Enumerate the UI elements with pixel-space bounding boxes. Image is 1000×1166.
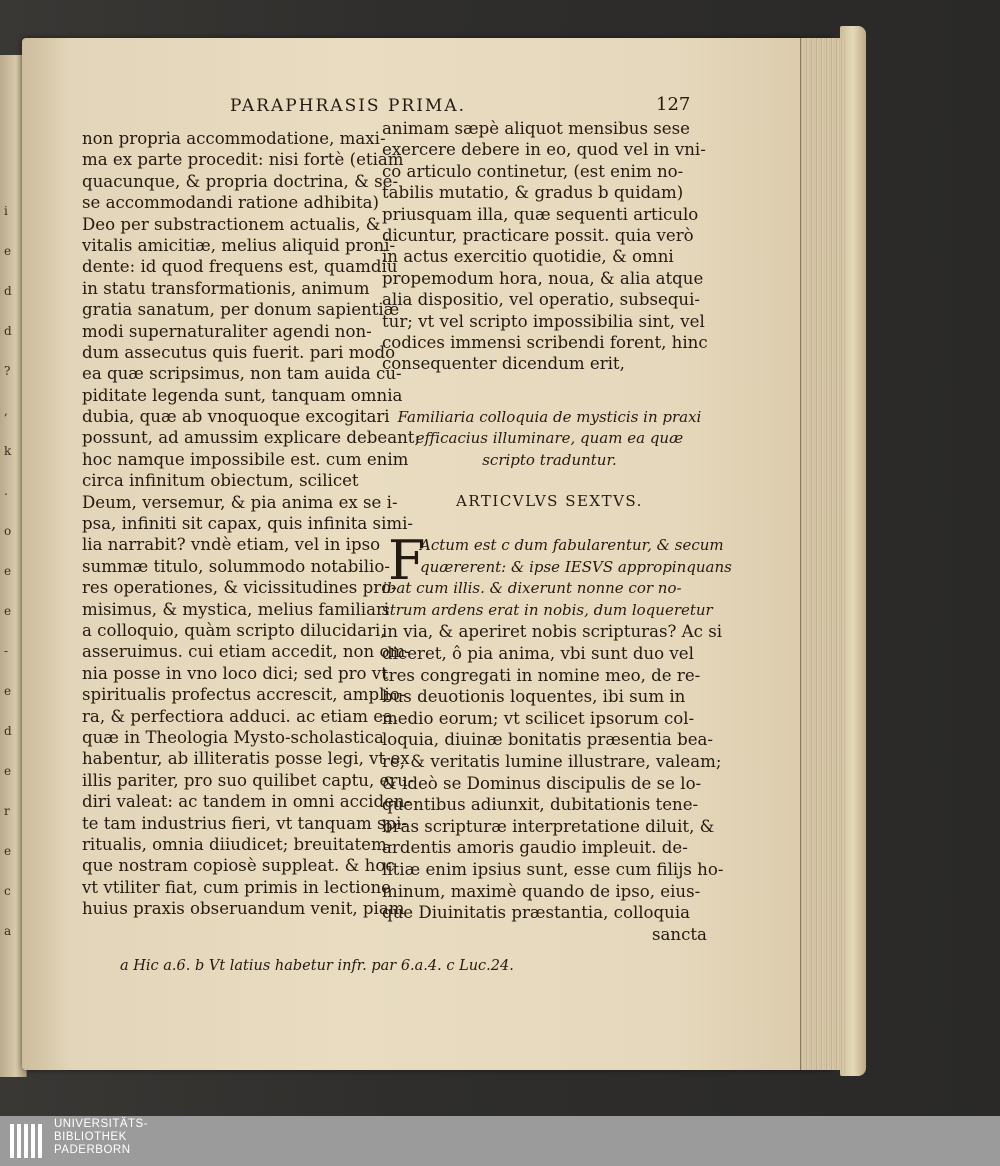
text-line: se accommodandi ratione adhibita) <box>82 193 379 213</box>
text-line: habentur, ab illiteratis posse legi, vt ex <box>82 749 410 769</box>
footnotes: a Hic a.6. b Vt latius habetur infr. par 6.a.4. c Luc.24. <box>120 958 514 974</box>
text-line: illis pariter, pro suo quilibet captu, eru- <box>82 770 414 790</box>
running-head-title: PARAPHRASIS PRIMA. <box>230 96 467 116</box>
right-text-column-top <box>382 118 708 375</box>
article-line: in via, & aperiret nobis scripturas? Ac si <box>382 622 723 642</box>
text-line: dum assecutus quis fuerit. pari modo <box>82 342 396 362</box>
running-head <box>0 96 1000 120</box>
article-line: strum ardens erat in nobis, dum loqueretur <box>382 600 713 619</box>
text-line: ma ex parte procedit: nisi fortè (etiam <box>82 150 404 170</box>
margin-fragment: e <box>4 764 12 778</box>
text-line: nia posse in vno loco dici; sed pro vt <box>82 663 388 683</box>
text-line: res operationes, & vicissitudines pro- <box>82 578 397 598</box>
margin-fragment: r <box>4 804 10 818</box>
margin-fragment: , <box>4 404 8 418</box>
margin-fragment: - <box>4 644 9 658</box>
text-line: co articulo continetur, (est enim no- <box>382 161 684 181</box>
text-line: dicuntur, practicare possit. quia verò <box>382 225 694 245</box>
margin-fragment: e <box>4 564 12 578</box>
catchword: sancta <box>652 924 707 944</box>
text-line: summæ titulo, solummodo notabilio- <box>82 556 390 576</box>
text-line: consequenter dicendum erit, <box>382 354 625 374</box>
text-line: Deum, versemur, & pia anima ex se i- <box>82 492 398 512</box>
article-thesis <box>382 407 717 471</box>
margin-fragment: d <box>4 324 12 338</box>
text-line: te tam industrius fieri, vt tanquam spi- <box>82 813 408 833</box>
margin-fragment: e <box>4 684 12 698</box>
text-line: gratia sanatum, per donum sapientiæ <box>82 300 400 320</box>
text-line: psa, infiniti sit capax, quis infinita simi- <box>82 514 414 534</box>
text-line: quacunque, & propria doctrina, & se- <box>82 171 399 191</box>
text-line: modi supernaturaliter agendi non- <box>82 321 372 341</box>
margin-fragment: o <box>4 524 12 538</box>
left-text-column <box>82 128 421 919</box>
text-line: non propria accommodatione, maxi- <box>82 129 386 148</box>
text-line: piditate legenda sunt, tanquam omnia <box>82 385 403 405</box>
text-line: huius praxis obseruandum venit, piam <box>82 899 405 919</box>
article-line: bus deuotionis loquentes, ibi sum in <box>382 687 686 707</box>
drop-cap: F <box>388 529 426 592</box>
text-line: propemodum hora, noua, & alia atque <box>382 268 704 288</box>
margin-fragment: e <box>4 844 12 858</box>
text-line: hoc namque impossibile est. cum enim <box>82 449 409 469</box>
article-line: re, & veritatis lumine illustrare, valeam; <box>382 751 722 771</box>
text-line: dubia, quæ ab vnoquoque excogitari <box>82 407 390 427</box>
text-line: alia dispositio, vel operatio, subsequi- <box>382 290 701 310</box>
text-line: ritualis, omnia diiudicet; breuitatem- <box>82 834 393 854</box>
text-line: efficacius illuminare, quam ea quæ <box>415 429 684 448</box>
article-heading: ARTICVLVS SEXTVS. <box>456 492 643 510</box>
article-line: quærerent: & ipse IESVS appropinquans <box>420 557 732 576</box>
margin-fragment: c <box>4 884 11 898</box>
article-line: medio eorum; vt scilicet ipsorum col- <box>382 708 695 728</box>
article-line: Actum est c dum fabularentur, & secum <box>420 536 724 554</box>
article-line: quentibus adiunxit, dubitationis tene- <box>382 795 699 815</box>
article-text <box>382 529 732 945</box>
text-line: Deo per substractionem actualis, & <box>82 214 381 234</box>
margin-fragment: . <box>4 484 8 498</box>
article-line: ibat cum illis. & dixerunt nonne cor no- <box>382 579 682 598</box>
article-line: minum, maximè quando de ipso, eius- <box>382 881 701 901</box>
library-name-line: PADERBORN <box>54 1144 131 1156</box>
text-line: lia narrabit? vndè etiam, vel in ipso <box>82 535 381 555</box>
text-line: spiritualis profectus accrescit, amplio- <box>82 685 406 705</box>
text-line: circa infinitum obiectum, scilicet <box>82 471 359 491</box>
article-line: litiæ enim ipsius sunt, esse cum filijs ho- <box>382 859 724 879</box>
margin-fragment: i <box>4 204 8 218</box>
text-line: misimus, & mystica, melius familiari <box>82 599 390 619</box>
text-line: tur; vt vel scripto impossibilia sint, vel <box>382 311 705 331</box>
article-line: loquia, diuinæ bonitatis præsentia bea- <box>382 730 714 750</box>
library-name <box>54 1118 148 1157</box>
article-line: ardentis amoris gaudio impleuit. de- <box>382 838 688 858</box>
library-footer-bar <box>0 1116 1000 1166</box>
text-line: a colloquio, quàm scripto dilucidari, <box>82 620 386 640</box>
article-line: tres congregati in nomine meo, de re- <box>382 665 701 685</box>
text-line: tabilis mutatio, & gradus b quidam) <box>382 183 684 203</box>
text-line: scripto traduntur. <box>482 450 617 469</box>
text-line: possunt, ad amussim explicare debeant; <box>82 428 421 448</box>
text-line: in statu transformationis, animum <box>82 278 370 298</box>
text-line: in actus exercitio quotidie, & omni <box>382 247 674 267</box>
page-number: 127 <box>656 94 691 115</box>
library-logo-icon <box>10 1124 46 1158</box>
text-line: vitalis amicitiæ, melius aliquid proni- <box>82 235 396 255</box>
article-line: que Diuinitatis præstantia, colloquia <box>382 903 691 923</box>
text-line: asseruimus. cui etiam accedit, non om- <box>82 642 411 662</box>
text-line: Familiaria colloquia de mysticis in praxi <box>397 408 702 426</box>
text-line: que nostram copiosè suppleat. & hoc <box>82 856 395 876</box>
article-line: diceret, ô pia anima, vbi sunt duo vel <box>382 643 694 663</box>
text-line: priusquam illa, quæ sequenti articulo <box>382 204 699 224</box>
text-line: diri valeat: ac tandem in omni acciden- <box>82 792 411 812</box>
article-line: & ideò se Dominus discipulis de se lo- <box>382 773 702 793</box>
article-line: bras scripturæ interpretatione diluit, & <box>382 816 715 836</box>
margin-fragment: e <box>4 244 12 258</box>
margin-fragment: d <box>4 284 12 298</box>
margin-fragment: d <box>4 724 12 738</box>
text-line: exercere debere in eo, quod vel in vni- <box>382 140 706 160</box>
page-stack-edges <box>800 38 845 1070</box>
text-line: ea quæ scripsimus, non tam auida cu- <box>82 364 402 384</box>
margin-fragment: a <box>4 924 12 938</box>
text-line: ra, & perfectiora adduci. ac etiam ea, <box>82 706 399 726</box>
text-line: vt vtiliter fiat, cum primis in lectione <box>82 877 392 897</box>
margin-fragment: ? <box>4 364 11 378</box>
text-line: quæ in Theologia Mysto-scholastica <box>82 727 384 747</box>
text-line: dente: id quod frequens est, quamdiu <box>82 257 398 277</box>
text-line: animam sæpè aliquot mensibus sese <box>382 119 690 138</box>
margin-fragment: k <box>4 444 12 458</box>
library-name-line: UNIVERSITÄTS- <box>54 1118 149 1130</box>
margin-fragment: e <box>4 604 12 618</box>
text-line: codices immensi scribendi forent, hinc <box>382 332 708 352</box>
library-name-line: BIBLIOTHEK <box>54 1131 127 1143</box>
